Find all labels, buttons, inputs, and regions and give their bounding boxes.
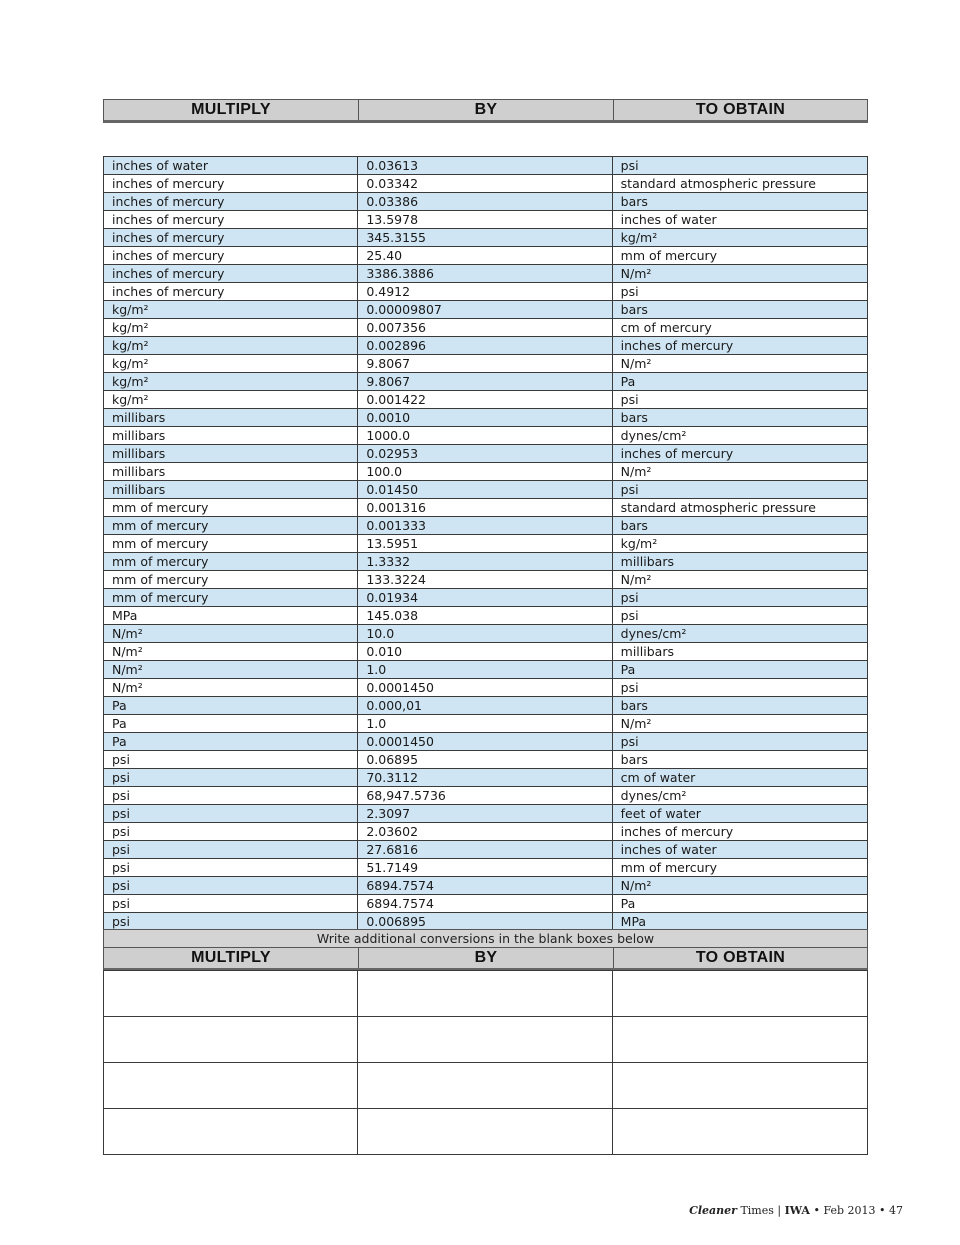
cell-to-obtain: Pa — [612, 661, 867, 679]
cell-by: 2.3097 — [358, 805, 612, 823]
cell-to-obtain: inches of mercury — [612, 337, 867, 355]
cell-to-obtain: dynes/cm² — [612, 625, 867, 643]
blank-cell[interactable] — [612, 1109, 867, 1155]
footer-separator: | — [777, 1204, 782, 1217]
blank-cell[interactable] — [104, 1017, 358, 1063]
table-row — [104, 247, 868, 265]
cell-multiply: inches of mercury — [104, 175, 358, 193]
table-row — [104, 661, 868, 679]
table-row — [104, 913, 868, 931]
header-multiply: MULTIPLY — [104, 100, 359, 120]
cell-to-obtain: dynes/cm² — [612, 427, 867, 445]
conversion-table — [103, 156, 868, 931]
cell-by: 0.03613 — [358, 157, 612, 175]
cell-by: 0.001316 — [358, 499, 612, 517]
table-row — [104, 355, 868, 373]
table-row — [104, 841, 868, 859]
cell-by: 0.0010 — [358, 409, 612, 427]
cell-to-obtain: inches of water — [612, 211, 867, 229]
cell-multiply: millibars — [104, 445, 358, 463]
cell-by: 0.000,01 — [358, 697, 612, 715]
cell-by: 13.5951 — [358, 535, 612, 553]
blank-cell[interactable] — [358, 1017, 612, 1063]
cell-multiply: N/m² — [104, 643, 358, 661]
footer-org: IWA — [784, 1204, 810, 1217]
cell-multiply: kg/m² — [104, 355, 358, 373]
cell-by: 145.038 — [358, 607, 612, 625]
cell-multiply: psi — [104, 805, 358, 823]
blank-conversion-table — [103, 970, 868, 1155]
cell-to-obtain: inches of water — [612, 841, 867, 859]
table-header-top — [103, 99, 868, 123]
cell-to-obtain: cm of water — [612, 769, 867, 787]
table-row — [104, 211, 868, 229]
footer-brand: Cleaner — [689, 1204, 737, 1217]
cell-by: 13.5978 — [358, 211, 612, 229]
cell-to-obtain: bars — [612, 409, 867, 427]
table-row — [104, 463, 868, 481]
table-row — [104, 679, 868, 697]
table-header-bottom — [103, 947, 868, 971]
table-row — [104, 733, 868, 751]
cell-multiply: psi — [104, 913, 358, 931]
cell-to-obtain: bars — [612, 193, 867, 211]
cell-to-obtain: feet of water — [612, 805, 867, 823]
cell-to-obtain: mm of mercury — [612, 859, 867, 877]
cell-multiply: psi — [104, 787, 358, 805]
cell-to-obtain: kg/m² — [612, 229, 867, 247]
cell-to-obtain: bars — [612, 301, 867, 319]
cell-multiply: millibars — [104, 409, 358, 427]
cell-by: 0.002896 — [358, 337, 612, 355]
cell-by: 345.3155 — [358, 229, 612, 247]
table-row — [104, 481, 868, 499]
table-row — [104, 751, 868, 769]
cell-multiply: inches of mercury — [104, 193, 358, 211]
cell-to-obtain: bars — [612, 697, 867, 715]
cell-by: 6894.7574 — [358, 877, 612, 895]
table-row — [104, 319, 868, 337]
table-row — [104, 391, 868, 409]
cell-multiply: kg/m² — [104, 319, 358, 337]
cell-to-obtain: bars — [612, 517, 867, 535]
table-row — [104, 427, 868, 445]
table-row — [104, 229, 868, 247]
cell-by: 2.03602 — [358, 823, 612, 841]
cell-to-obtain: psi — [612, 607, 867, 625]
blank-cell[interactable] — [104, 1063, 358, 1109]
cell-multiply: Pa — [104, 715, 358, 733]
cell-to-obtain: N/m² — [612, 265, 867, 283]
cell-to-obtain: cm of mercury — [612, 319, 867, 337]
blank-cell[interactable] — [358, 1063, 612, 1109]
cell-multiply: mm of mercury — [104, 571, 358, 589]
cell-multiply: kg/m² — [104, 373, 358, 391]
cell-to-obtain: inches of mercury — [612, 445, 867, 463]
table-row — [104, 589, 868, 607]
cell-to-obtain: N/m² — [612, 355, 867, 373]
cell-by: 1.0 — [358, 661, 612, 679]
footer-brand-times: Times — [740, 1204, 774, 1217]
cell-to-obtain: psi — [612, 481, 867, 499]
blank-boxes-note: Write additional conversions in the blank boxes below — [103, 929, 868, 949]
blank-cell[interactable] — [358, 1109, 612, 1155]
table-row — [104, 517, 868, 535]
cell-to-obtain: kg/m² — [612, 535, 867, 553]
table-row — [104, 787, 868, 805]
table-row — [104, 157, 868, 175]
cell-by: 0.02953 — [358, 445, 612, 463]
cell-to-obtain: millibars — [612, 553, 867, 571]
table-row — [104, 625, 868, 643]
cell-to-obtain: Pa — [612, 895, 867, 913]
blank-row — [104, 1109, 868, 1155]
cell-by: 1.3332 — [358, 553, 612, 571]
cell-multiply: inches of mercury — [104, 211, 358, 229]
cell-multiply: inches of mercury — [104, 247, 358, 265]
cell-by: 6894.7574 — [358, 895, 612, 913]
cell-to-obtain: N/m² — [612, 715, 867, 733]
cell-by: 0.00009807 — [358, 301, 612, 319]
cell-multiply: kg/m² — [104, 391, 358, 409]
cell-by: 9.8067 — [358, 355, 612, 373]
cell-to-obtain: psi — [612, 589, 867, 607]
cell-by: 100.0 — [358, 463, 612, 481]
table-row — [104, 337, 868, 355]
table-row — [104, 715, 868, 733]
cell-by: 27.6816 — [358, 841, 612, 859]
cell-by: 133.3224 — [358, 571, 612, 589]
table-row — [104, 805, 868, 823]
table-row — [104, 265, 868, 283]
cell-multiply: N/m² — [104, 679, 358, 697]
cell-by: 0.007356 — [358, 319, 612, 337]
cell-multiply: psi — [104, 751, 358, 769]
table-row — [104, 697, 868, 715]
cell-to-obtain: psi — [612, 733, 867, 751]
table-row — [104, 445, 868, 463]
cell-by: 0.001422 — [358, 391, 612, 409]
cell-multiply: millibars — [104, 427, 358, 445]
cell-multiply: N/m² — [104, 625, 358, 643]
cell-to-obtain: millibars — [612, 643, 867, 661]
table-row — [104, 283, 868, 301]
cell-by: 0.03386 — [358, 193, 612, 211]
cell-multiply: psi — [104, 841, 358, 859]
table-row — [104, 643, 868, 661]
cell-to-obtain: MPa — [612, 913, 867, 931]
cell-by: 3386.3886 — [358, 265, 612, 283]
cell-by: 0.001333 — [358, 517, 612, 535]
header-to-obtain: TO OBTAIN — [695, 949, 786, 966]
cell-to-obtain: psi — [612, 283, 867, 301]
cell-by: 51.7149 — [358, 859, 612, 877]
cell-multiply: psi — [104, 895, 358, 913]
cell-multiply: kg/m² — [104, 337, 358, 355]
blank-cell[interactable] — [104, 971, 358, 1017]
header-by: BY — [359, 100, 614, 120]
cell-by: 70.3112 — [358, 769, 612, 787]
cell-by: 10.0 — [358, 625, 612, 643]
cell-multiply: millibars — [104, 481, 358, 499]
cell-multiply: mm of mercury — [104, 553, 358, 571]
cell-multiply: Pa — [104, 733, 358, 751]
table-row — [104, 607, 868, 625]
cell-to-obtain: standard atmospheric pressure — [612, 175, 867, 193]
cell-multiply: N/m² — [104, 661, 358, 679]
cell-by: 25.40 — [358, 247, 612, 265]
table-row — [104, 535, 868, 553]
table-row — [104, 859, 868, 877]
table-row — [104, 499, 868, 517]
cell-to-obtain: psi — [612, 391, 867, 409]
cell-by: 9.8067 — [358, 373, 612, 391]
cell-by: 68,947.5736 — [358, 787, 612, 805]
cell-multiply: inches of mercury — [104, 229, 358, 247]
table-row — [104, 409, 868, 427]
cell-by: 0.0001450 — [358, 679, 612, 697]
cell-multiply: Pa — [104, 697, 358, 715]
blank-cell[interactable] — [104, 1109, 358, 1155]
cell-to-obtain: psi — [612, 679, 867, 697]
cell-multiply: mm of mercury — [104, 535, 358, 553]
table-row — [104, 175, 868, 193]
cell-multiply: psi — [104, 823, 358, 841]
cell-by: 0.010 — [358, 643, 612, 661]
cell-to-obtain: N/m² — [612, 463, 867, 481]
blank-cell[interactable] — [612, 971, 867, 1017]
cell-multiply: inches of water — [104, 157, 358, 175]
cell-by: 0.01450 — [358, 481, 612, 499]
header-by: BY — [359, 948, 614, 968]
header-multiply: MULTIPLY — [104, 948, 359, 968]
cell-by: 0.06895 — [358, 751, 612, 769]
footer-date-page: • Feb 2013 • 47 — [813, 1204, 903, 1217]
cell-multiply: mm of mercury — [104, 517, 358, 535]
cell-multiply: mm of mercury — [104, 589, 358, 607]
cell-to-obtain: bars — [612, 751, 867, 769]
table-row — [104, 373, 868, 391]
blank-cell[interactable] — [358, 971, 612, 1017]
cell-multiply: MPa — [104, 607, 358, 625]
table-row — [104, 895, 868, 913]
cell-multiply: psi — [104, 877, 358, 895]
blank-row — [104, 1017, 868, 1063]
cell-to-obtain: standard atmospheric pressure — [612, 499, 867, 517]
cell-to-obtain: Pa — [612, 373, 867, 391]
table-row — [104, 877, 868, 895]
table-row — [104, 769, 868, 787]
cell-by: 0.03342 — [358, 175, 612, 193]
cell-multiply: inches of mercury — [104, 265, 358, 283]
table-row — [104, 571, 868, 589]
table-row — [104, 823, 868, 841]
page-footer — [689, 1204, 903, 1217]
table-row — [104, 553, 868, 571]
cell-by: 1.0 — [358, 715, 612, 733]
cell-by: 0.006895 — [358, 913, 612, 931]
cell-multiply: mm of mercury — [104, 499, 358, 517]
cell-to-obtain: N/m² — [612, 571, 867, 589]
blank-row — [104, 1063, 868, 1109]
cell-multiply: psi — [104, 769, 358, 787]
cell-multiply: kg/m² — [104, 301, 358, 319]
cell-by: 1000.0 — [358, 427, 612, 445]
cell-to-obtain: inches of mercury — [612, 823, 867, 841]
table-row — [104, 193, 868, 211]
cell-by: 0.4912 — [358, 283, 612, 301]
cell-multiply: psi — [104, 859, 358, 877]
cell-to-obtain: psi — [612, 157, 867, 175]
cell-multiply: millibars — [104, 463, 358, 481]
table-row — [104, 301, 868, 319]
blank-cell[interactable] — [612, 1017, 867, 1063]
blank-row — [104, 971, 868, 1017]
cell-to-obtain: dynes/cm² — [612, 787, 867, 805]
cell-by: 0.0001450 — [358, 733, 612, 751]
blank-cell[interactable] — [612, 1063, 867, 1109]
cell-to-obtain: mm of mercury — [612, 247, 867, 265]
cell-to-obtain: N/m² — [612, 877, 867, 895]
cell-multiply: inches of mercury — [104, 283, 358, 301]
header-to-obtain: TO OBTAIN — [695, 101, 786, 118]
cell-by: 0.01934 — [358, 589, 612, 607]
